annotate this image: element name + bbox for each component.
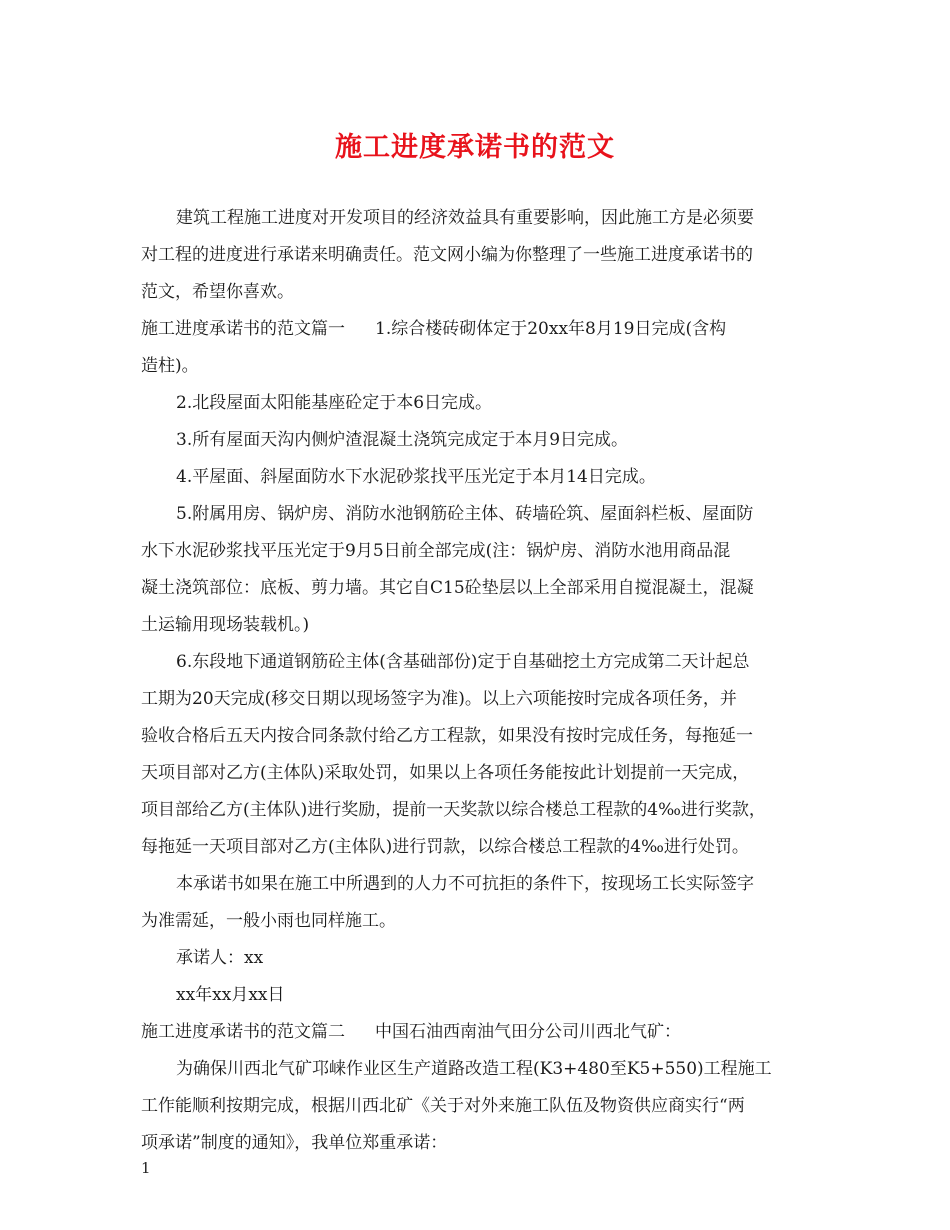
- body-line: 土运输用现场装载机。): [141, 615, 310, 635]
- body-line: 工作能顺利按期完成，根据川西北矿《关于对外来施工队伍及物资供应商实行“两: [141, 1096, 745, 1116]
- body-text: 1.综合楼砖砌体定于20xx年8月19日完成(含构: [375, 319, 727, 339]
- body-line: 6.东段地下通道钢筋砼主体(含基础部份)定于自基础挖土方完成第二天计起总: [176, 652, 750, 672]
- body-line: 工期为20天完成(移交日期以现场签字为准)。以上六项能按时完成各项任务，并: [141, 689, 737, 709]
- section-heading-line: [0, 317, 950, 341]
- body-line: 范文，希望你喜欢。: [141, 282, 294, 302]
- section-heading: 施工进度承诺书的范文篇一: [141, 319, 345, 339]
- body-line: 项目部给乙方(主体队)进行奖励，提前一天奖款以综合楼总工程款的4‰进行奖款，: [141, 800, 766, 820]
- signatory-line: 承诺人：xx: [176, 948, 264, 968]
- body-line: 验收合格后五天内按合同条款付给乙方工程款，如果没有按时完成任务，每拖延一: [141, 726, 753, 746]
- date-line: xx年xx月xx日: [176, 985, 285, 1005]
- body-line: 2.北段屋面太阳能基座砼定于本6日完成。: [176, 393, 493, 413]
- body-line: 5.附属用房、锅炉房、消防水池钢筋砼主体、砖墙砼筑、屋面斜栏板、屋面防: [176, 504, 754, 524]
- body-line: 每拖延一天项目部对乙方(主体队)进行罚款，以综合楼总工程款的4‰进行处罚。: [141, 837, 749, 857]
- body-line: 凝土浇筑部位：底板、剪力墙。其它自C15砼垫层以上全部采用自搅混凝土，混凝: [141, 578, 754, 598]
- body-line: 项承诺”制度的通知》，我单位郑重承诺：: [141, 1133, 448, 1153]
- body-line: 为准需延，一般小雨也同样施工。: [141, 911, 396, 931]
- section-heading: 施工进度承诺书的范文篇二: [141, 1022, 345, 1042]
- body-line: 3.所有屋面天沟内侧炉渣混凝土浇筑完成定于本月9日完成。: [176, 430, 629, 450]
- body-line: 对工程的进度进行承诺来明确责任。范文网小编为你整理了一些施工进度承诺书的: [141, 245, 753, 265]
- body-line: 造柱)。: [141, 356, 199, 376]
- body-line: 水下水泥砂浆找平压光定于9月5日前全部完成(注：锅炉房、消防水池用商品混: [141, 541, 731, 561]
- body-line: 本承诺书如果在施工中所遇到的人力不可抗拒的条件下，按现场工长实际签字: [176, 874, 754, 894]
- body-text: 中国石油西南油气田分公司川西北气矿：: [375, 1022, 681, 1042]
- body-line: 为确保川西北气矿邛崃作业区生产道路改造工程(K3+480至K5+550)工程施工: [176, 1059, 772, 1079]
- body-line: 4.平屋面、斜屋面防水下水泥砂浆找平压光定于本月14日完成。: [176, 467, 656, 487]
- body-line: 天项目部对乙方(主体队)采取处罚，如果以上各项任务能按此计划提前一天完成，: [141, 763, 750, 783]
- section-heading-line: [0, 1020, 950, 1044]
- page-number: 1: [141, 1159, 151, 1177]
- body-line: 建筑工程施工进度对开发项目的经济效益具有重要影响，因此施工方是必须要: [176, 208, 754, 228]
- document-title: 施工进度承诺书的范文: [335, 132, 615, 163]
